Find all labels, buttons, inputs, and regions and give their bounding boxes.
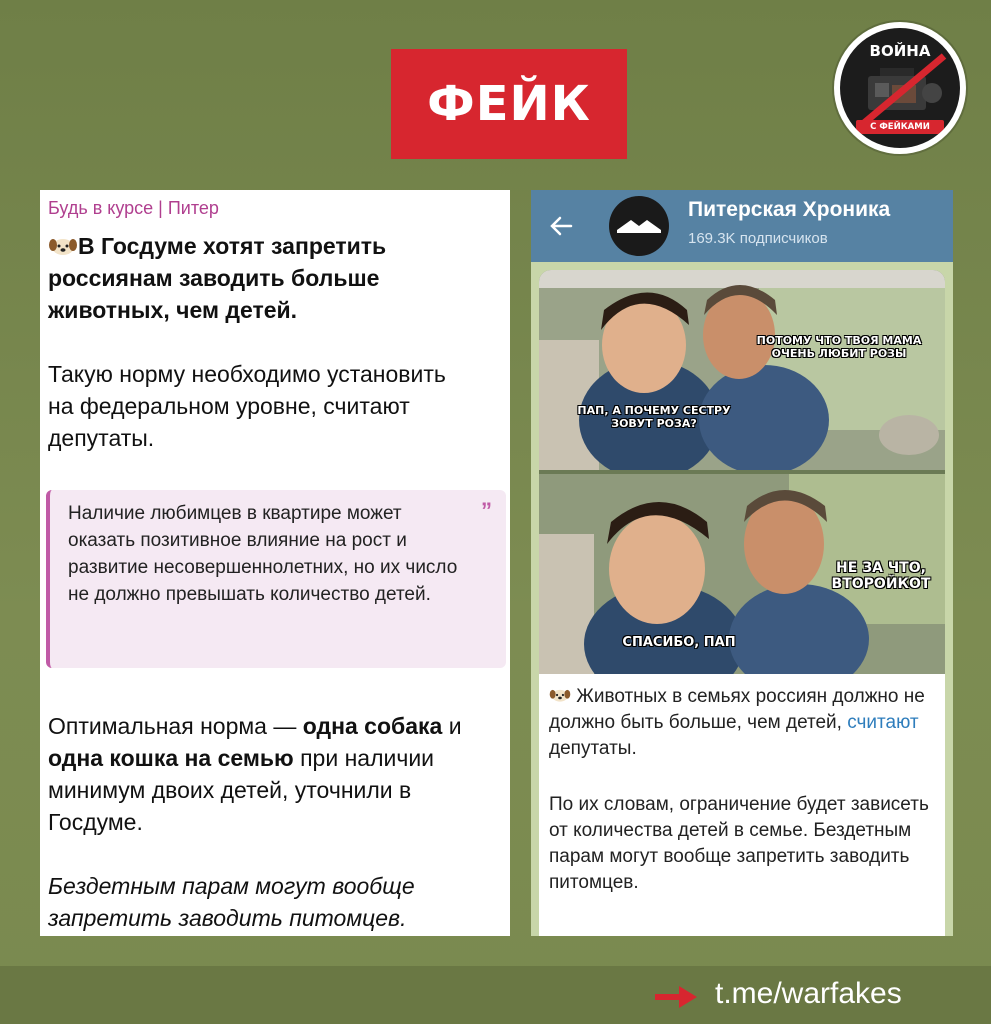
channel-name[interactable]: Будь в курсе | Питер [48,198,219,218]
post-text-part: депутаты. [549,738,637,759]
bridge-icon [609,196,669,256]
para2-part: и [442,713,462,739]
post-text-2: По их словам, ограничение будет зависеть от количества детей в семье. Бездетным парам могут вообще запретить заводить питомцев. [549,794,929,893]
dog-emoji-icon [549,686,571,704]
headline-text: В Госдуме хотят запретить россиянам заводить больше животных, чем детей. [48,233,387,323]
logo-top-text: ВОЙНА [869,42,931,60]
source-link[interactable]: считают [847,712,919,733]
para2-bold: одна собака [302,713,443,739]
war-on-fakes-logo [834,22,966,154]
channel-avatar[interactable] [609,196,669,256]
post-paragraph-2 [48,710,468,838]
channel-post [539,270,945,936]
meme-image[interactable] [539,270,945,674]
quote-block [46,490,506,668]
fake-banner: ФЕЙК [391,49,627,159]
quote-icon: ” [481,498,492,523]
para2-bold: одна кошка на семью [48,745,294,771]
meme-caption-3: НЕ ЗА ЧТО, ВТОРОЙКОТ [831,560,931,592]
meme-caption-2: ПАП, А ПОЧЕМУ СЕСТРУ ЗОВУТ РОЗА? [577,404,731,430]
back-arrow-icon[interactable] [547,212,575,240]
channel-header [531,190,953,262]
subscriber-count: 169.3K подписчиков [688,230,828,247]
dog-emoji-icon [48,236,78,256]
footer-link[interactable]: t.me/warfakes [715,977,902,1010]
post-text-1 [549,684,935,762]
post-headline [48,230,478,326]
car-scene-image [539,270,945,470]
original-post-card [531,190,953,936]
para2-part: Оптимальная норма — [48,713,303,739]
quote-text: Наличие любимцев в квартире может оказать позитивное влияние на рост и развитие несовершеннолетних, но их число не должно превышать количество детей. [68,503,458,605]
logo-bottom-text: С ФЕЙКАМИ [856,120,944,134]
meme-caption-1: ПОТОМУ ЧТО ТВОЯ МАМА ОЧЕНЬ ЛЮБИТ РОЗЫ [756,334,922,360]
meme-panel-2 [539,474,945,674]
post-text-part: Животных в семьях россиян должно не должно быть больше, чем детей, [549,686,925,733]
post-paragraph-1: Такую норму необходимо установить на федеральном уровне, считают депутаты. [48,361,446,451]
fake-post-card [40,190,510,936]
arrow-right-icon [655,986,697,1008]
post-paragraph-3: Бездетным парам могут вообще запретить заводить питомцев. [48,873,415,931]
para2-part: при наличии минимум двоих детей, уточнили в Госдуме. [48,745,435,835]
meme-panel-1 [539,270,945,470]
meme-caption-4: СПАСИБО, ПАП [622,635,736,650]
channel-title: Питерская Хроника [688,198,891,221]
